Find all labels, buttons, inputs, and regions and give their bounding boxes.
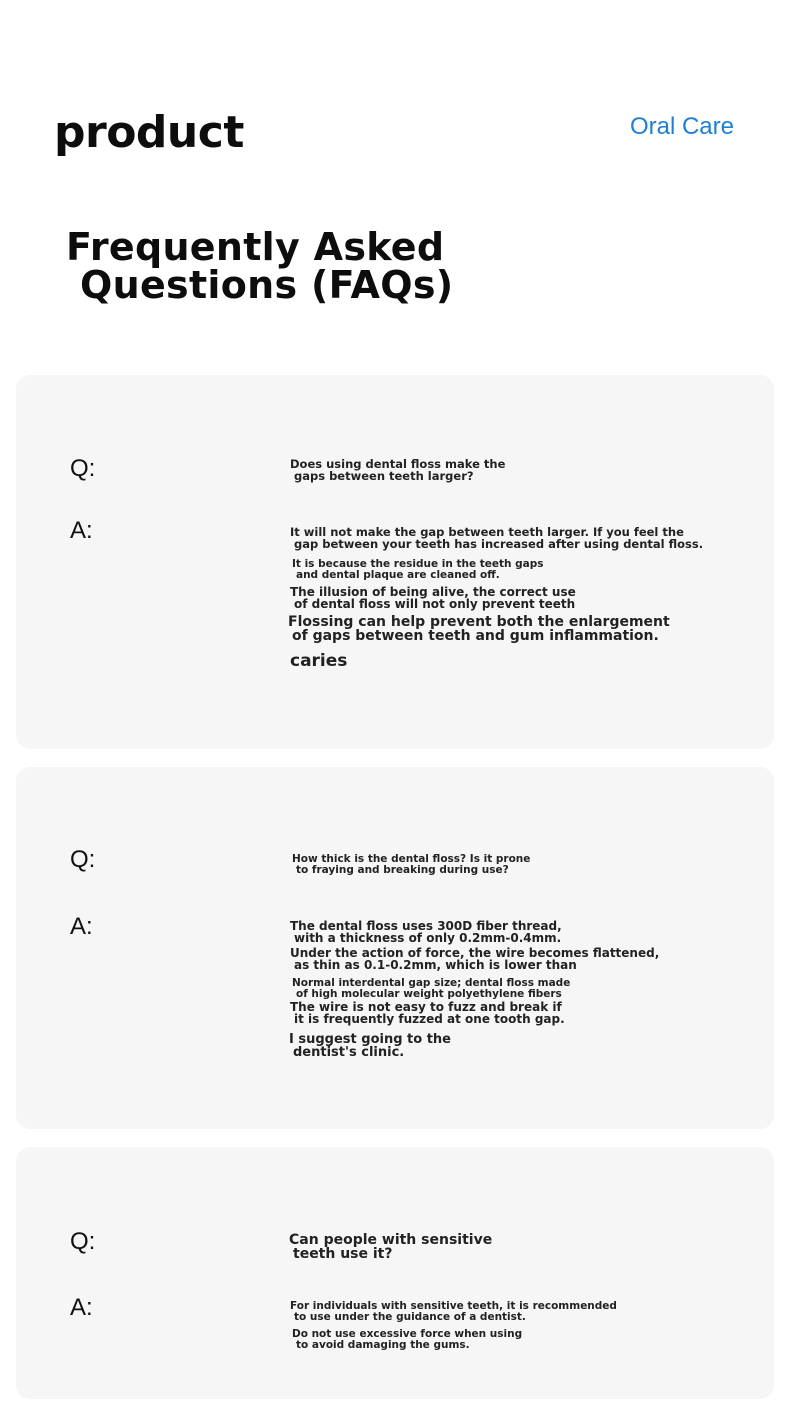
question-text: How thick is the dental floss? Is it prone to fraying and breaking during use? [292,853,531,876]
answer-paragraph: It is because the residue in the teeth gaps and dental plaque are cleaned off. [292,558,544,581]
answer-label: A: [70,913,93,940]
answer-paragraph: Flossing can help prevent both the enlargement of gaps between teeth and gum inflammation. [288,614,670,644]
answer-paragraph: Under the action of force, the wire becomes flattened, as thin as 0.1-0.2mm, which is lower than [290,946,660,972]
answer-paragraph: For individuals with sensitive teeth, it is recommended to use under the guidance of a dentist. [290,1300,617,1323]
answer-paragraph: The illusion of being alive, the correct use of dental floss will not only prevent teeth [290,585,576,611]
question-label: Q: [70,455,96,482]
answer-paragraph: Normal interdental gap size; dental floss made of high molecular weight polyethylene fibers [292,977,571,1000]
faq-title-line-1: Frequently Asked [66,225,445,269]
answer-label: A: [70,517,93,544]
faq-section-title [66,225,454,307]
category-label: Oral Care [629,113,734,140]
question-text: Does using dental floss make the gaps between teeth larger? [290,457,506,483]
question-label: Q: [70,846,96,873]
answer-paragraph: Do not use excessive force when using to avoid damaging the gums. [292,1328,523,1351]
faq-card-1 [16,375,774,749]
faq-card-2 [16,767,774,1129]
answer-paragraph: It will not make the gap between teeth larger. If you feel the gap between your teeth has increased after using dental floss. [290,525,704,551]
question-label: Q: [70,1228,96,1255]
answer-label: A: [70,1294,93,1321]
faq-card-3 [16,1147,774,1399]
answer-paragraph: caries [290,651,348,671]
faq-title-line-2: Questions (FAQs) [80,263,454,307]
brand-title: product [54,107,244,158]
answer-paragraph: I suggest going to the dentist's clinic. [289,1032,451,1060]
answer-paragraph: The dental floss uses 300D fiber thread, with a thickness of only 0.2mm-0.4mm. [290,919,562,945]
answer-paragraph: The wire is not easy to fuzz and break if it is frequently fuzzed at one tooth gap. [290,1000,565,1026]
question-text: Can people with sensitive teeth use it? [289,1232,493,1262]
